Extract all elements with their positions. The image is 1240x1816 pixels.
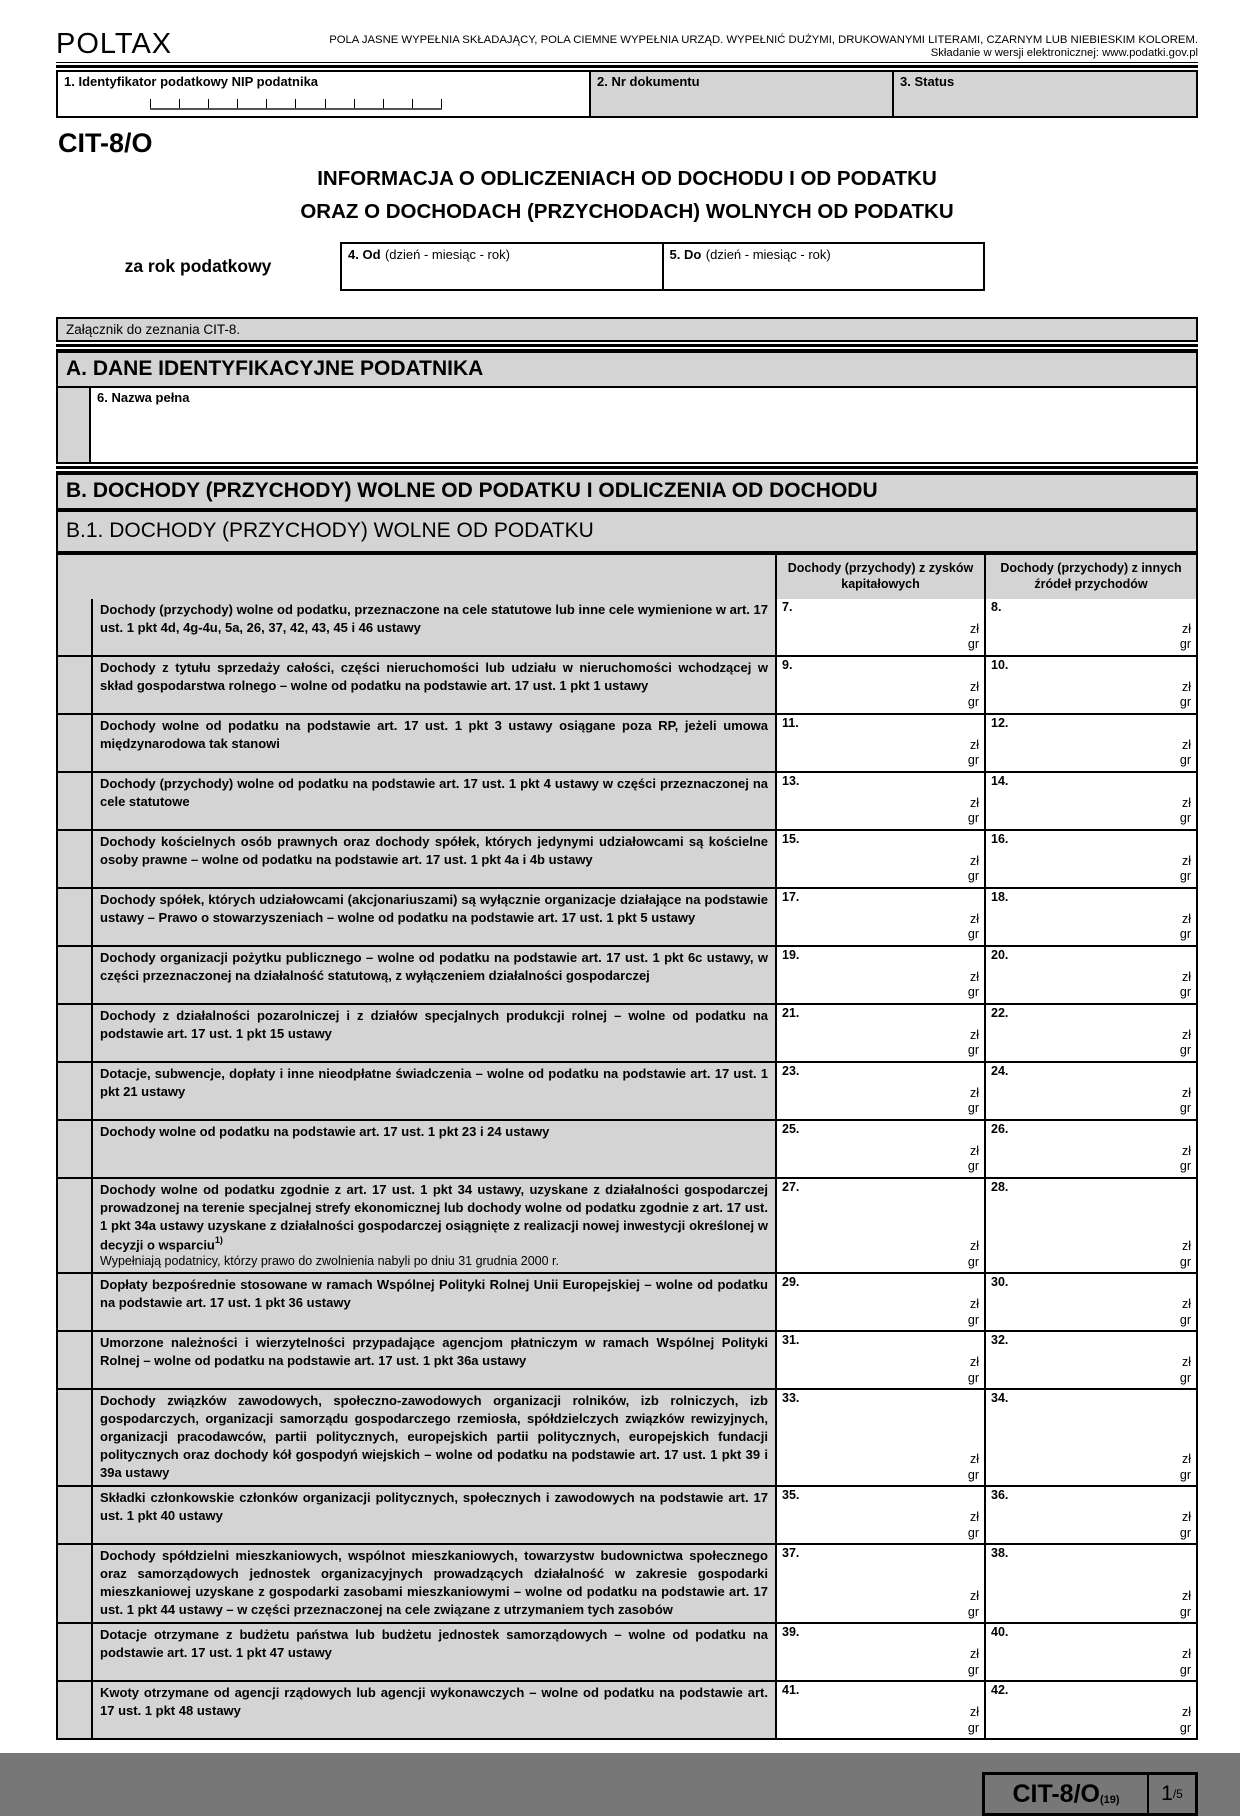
date-from-hint: (dzień - miesiąc - rok) — [384, 247, 510, 262]
gr-label: gr — [967, 1662, 979, 1677]
gr-label: gr — [1179, 1604, 1191, 1619]
zl-label: zł — [1181, 969, 1191, 984]
gr-label: gr — [1179, 637, 1191, 652]
field-number: 13. — [782, 774, 800, 788]
row-description-text: Dotacje, subwencje, dopłaty i inne nieodpłatne świadczenia – wolne od podatku na podstawie art. 17 ust. 1 pkt 21 ustawy — [100, 1066, 768, 1099]
gr-label: gr — [967, 637, 979, 652]
row-note: Wypełniają podatnicy, którzy prawo do zwolnienia nabyli po dniu 31 grudnia 2000 r. — [100, 1254, 559, 1269]
section-side-strip — [58, 599, 91, 655]
row-description — [91, 1179, 775, 1272]
field-number: 27. — [782, 1180, 800, 1194]
row-description — [91, 773, 775, 829]
gr-label: gr — [1179, 753, 1191, 768]
table-row — [58, 945, 1196, 1003]
section-side-strip — [58, 773, 91, 829]
field-number: 17. — [782, 890, 800, 904]
section-side-strip — [58, 388, 91, 462]
zl-label: zł — [1181, 679, 1191, 694]
poltax-logo: POLTAX — [56, 28, 173, 60]
amount-other-sources-cell[interactable] — [984, 947, 1196, 1003]
zl-label: zł — [969, 621, 979, 636]
row-description — [91, 889, 775, 945]
field-number: 37. — [782, 1546, 800, 1561]
zl-label: zł — [969, 1705, 979, 1720]
full-name-label: 6. Nazwa pełna — [97, 390, 190, 405]
zl-label: zł — [1181, 795, 1191, 810]
amount-capital-gains-cell[interactable] — [775, 1332, 984, 1388]
amount-capital-gains-cell[interactable] — [775, 657, 984, 713]
filling-instructions-line1: POLA JASNE WYPEŁNIA SKŁADAJĄCY, POLA CIEMNE WYPEŁNIA URZĄD. WYPEŁNIĆ DUŻYMI, DRUKOWANYMI LITERAMI, CZARNYM LUB NIEBIESKIM KOLOREM. — [329, 34, 1198, 46]
table-row — [58, 1119, 1196, 1177]
zl-label: zł — [969, 679, 979, 694]
amount-other-sources-cell[interactable] — [984, 1487, 1196, 1543]
amount-capital-gains-cell[interactable] — [775, 1274, 984, 1330]
amount-capital-gains-cell[interactable] — [775, 1624, 984, 1680]
zl-label: zł — [1181, 911, 1191, 926]
date-from-label: 4. Od — [348, 247, 381, 262]
zl-label: zł — [969, 1027, 979, 1042]
gr-label: gr — [1179, 1662, 1191, 1677]
form-title-line1: INFORMACJA O ODLICZENIACH OD DOCHODU I OD PODATKU — [317, 167, 937, 190]
amount-capital-gains-cell[interactable] — [775, 773, 984, 829]
gr-label: gr — [1179, 695, 1191, 710]
section-side-strip — [58, 1624, 91, 1680]
row-description-text: Umorzone należności i wierzytelności przypadające agencjom płatniczym w ramach Wspólnej Polityki Rolnej – wolne od podatku na podstawie art. 17 ust. 1 pkt 36a ustawy — [100, 1335, 768, 1369]
section-side-strip — [58, 1063, 91, 1119]
full-name-field[interactable] — [91, 388, 1196, 462]
zl-label: zł — [969, 969, 979, 984]
field-number: 18. — [991, 890, 1009, 904]
amount-capital-gains-cell[interactable] — [775, 1121, 984, 1177]
gr-label: gr — [967, 1043, 979, 1058]
gr-label: gr — [1179, 1101, 1191, 1116]
nip-comb-input[interactable] — [150, 100, 442, 110]
section-side-strip — [58, 1332, 91, 1388]
section-side-strip — [58, 831, 91, 887]
status-label: 3. Status — [900, 74, 955, 89]
zl-label: zł — [1181, 1510, 1191, 1525]
double-rule — [56, 65, 1198, 72]
filling-instructions — [329, 34, 1198, 59]
row-description-text: Dochody wolne od podatku na podstawie art. 17 ust. 1 pkt 3 ustawy osiągane poza RP, jeżeli umowa międzynarodowa tak stanowi — [100, 718, 768, 751]
row-description — [91, 1121, 775, 1177]
field-number: 22. — [991, 1006, 1009, 1020]
field-number: 14. — [991, 774, 1009, 788]
amount-other-sources-cell[interactable] — [984, 1624, 1196, 1680]
gr-label: gr — [1179, 927, 1191, 942]
amount-other-sources-cell[interactable] — [984, 1179, 1196, 1272]
amount-other-sources-cell[interactable] — [984, 1545, 1196, 1622]
zl-label: zł — [1181, 1027, 1191, 1042]
row-description — [91, 831, 775, 887]
table-row — [58, 829, 1196, 887]
field-number: 7. — [782, 600, 793, 614]
footer-page-indicator — [1149, 1775, 1195, 1813]
gr-label: gr — [967, 1159, 979, 1174]
document-number-label: 2. Nr dokumentu — [597, 74, 700, 89]
zl-label: zł — [969, 795, 979, 810]
b1-header-spacer — [91, 555, 775, 599]
gr-label: gr — [967, 695, 979, 710]
amount-capital-gains-cell[interactable] — [775, 1005, 984, 1061]
zl-label: zł — [969, 911, 979, 926]
zl-label: zł — [969, 1239, 979, 1254]
row-description — [91, 715, 775, 771]
section-side-strip — [58, 947, 91, 1003]
gr-label: gr — [967, 1604, 979, 1619]
amount-other-sources-cell[interactable] — [984, 1332, 1196, 1388]
gr-label: gr — [1179, 1720, 1191, 1735]
table-row — [58, 599, 1196, 655]
row-description — [91, 1332, 775, 1388]
zl-label: zł — [969, 1589, 979, 1604]
field-number: 26. — [991, 1122, 1009, 1136]
amount-capital-gains-cell[interactable] — [775, 599, 984, 655]
zl-label: zł — [1181, 1452, 1191, 1467]
amount-capital-gains-cell[interactable] — [775, 1682, 984, 1738]
page-footer — [56, 1772, 1198, 1816]
field-number: 8. — [991, 600, 1002, 614]
section-side-strip — [58, 1005, 91, 1061]
table-row — [58, 1680, 1196, 1738]
field-number: 28. — [991, 1180, 1009, 1194]
field-number: 31. — [782, 1333, 800, 1348]
gr-label: gr — [1179, 1159, 1191, 1174]
amount-capital-gains-cell[interactable] — [775, 1063, 984, 1119]
amount-capital-gains-cell[interactable] — [775, 1545, 984, 1622]
row-footnote-marker: 1) — [214, 1235, 223, 1245]
gr-label: gr — [1179, 1043, 1191, 1058]
amount-other-sources-cell[interactable] — [984, 599, 1196, 655]
section-a-body — [56, 388, 1198, 464]
gr-label: gr — [1179, 1467, 1191, 1482]
gr-label: gr — [967, 1525, 979, 1540]
zl-label: zł — [1181, 853, 1191, 868]
zl-label: zł — [969, 853, 979, 868]
gr-label: gr — [1179, 1254, 1191, 1269]
zl-label: zł — [1181, 1589, 1191, 1604]
gr-label: gr — [1179, 985, 1191, 1000]
section-b1-header: B.1. DOCHODY (PRZYCHODY) WOLNE OD PODATKU — [56, 510, 1198, 553]
amount-other-sources-cell[interactable] — [984, 657, 1196, 713]
gr-label: gr — [967, 927, 979, 942]
row-description — [91, 1682, 775, 1738]
section-side-strip — [58, 1545, 91, 1622]
table-row — [58, 1485, 1196, 1543]
field-number: 24. — [991, 1064, 1009, 1078]
zl-label: zł — [1181, 737, 1191, 752]
footer-form-version: (19) — [1099, 1794, 1120, 1807]
zl-label: zł — [1181, 1647, 1191, 1662]
amount-capital-gains-cell[interactable] — [775, 1179, 984, 1272]
row-description-text: Dopłaty bezpośrednie stosowane w ramach Wspólnej Polityki Rolnej Unii Europejskiej – wolne od podatku na podstawie art. 17 ust. 1 pkt 36 ustawy — [100, 1277, 768, 1311]
footer-page-total: /5 — [1172, 1787, 1183, 1802]
tax-year-box — [340, 242, 985, 291]
gr-label: gr — [967, 1467, 979, 1482]
efiling-note: Składanie w wersji elektronicznej: www.podatki.gov.pl — [930, 47, 1198, 59]
table-row — [58, 1543, 1196, 1622]
field-number: 15. — [782, 832, 800, 846]
zl-label: zł — [1181, 1355, 1191, 1370]
field-number: 42. — [991, 1683, 1009, 1698]
tax-year-row — [56, 242, 1198, 291]
zl-label: zł — [969, 1452, 979, 1467]
nip-field-label: 1. Identyfikator podatkowy NIP podatnika — [64, 74, 319, 89]
zl-label: zł — [1181, 621, 1191, 636]
table-row — [58, 713, 1196, 771]
section-side-strip — [58, 1487, 91, 1543]
table-row — [58, 1061, 1196, 1119]
footer-form-box — [982, 1772, 1198, 1816]
zl-label: zł — [969, 1647, 979, 1662]
gr-label: gr — [967, 869, 979, 884]
section-side-strip — [58, 1121, 91, 1177]
table-row — [58, 771, 1196, 829]
table-row — [58, 655, 1196, 713]
section-side-strip — [58, 1179, 91, 1272]
row-description-text: Dochody spółdzielni mieszkaniowych, wspólnot mieszkaniowych, towarzystw budownictwa społecznego oraz samorządowych jednostek organizacyjnych prowadzących działalność w zakresie gospodarki mieszkaniowej uzyskane z gospodarki zasobami mieszkaniowymi – wolne od podatku na podstawie art. 17 ust. 1 pkt 44 ustawy – w części przeznaczonej na cele związane z utrzymaniem tych zasobów — [100, 1548, 768, 1618]
table-row — [58, 1003, 1196, 1061]
amount-other-sources-cell[interactable] — [984, 1682, 1196, 1738]
gr-label: gr — [967, 1370, 979, 1385]
row-description-text: Dochody z działalności pozarolniczej i z działów specjalnych produkcji rolnej – wolne od podatku na podstawie art. 17 ust. 1 pkt 15 ustawy — [100, 1008, 768, 1041]
row-description-text: Dochody z tytułu sprzedaży całości, części nieruchomości lub udziału w nieruchomości wchodzącej w skład gospodarstwa rolnego – wolne od podatku na podstawie art. 17 ust. 1 pkt 1 ustawy — [100, 660, 768, 693]
col-capital-gains-header: Dochody (przychody) z zysków kapitałowych — [775, 555, 984, 599]
zl-label: zł — [969, 1085, 979, 1100]
section-side-strip — [58, 555, 91, 599]
section-a-header: A. DANE IDENTYFIKACYJNE PODATNIKA — [56, 351, 1198, 388]
section-side-strip — [58, 1390, 91, 1485]
attachment-note-bar: Załącznik do zeznania CIT-8. — [56, 317, 1198, 342]
table-row — [58, 1272, 1196, 1330]
masthead — [56, 30, 1198, 63]
amount-other-sources-cell[interactable] — [984, 715, 1196, 771]
tax-year-label: za rok podatkowy — [124, 256, 272, 276]
zl-label: zł — [969, 1297, 979, 1312]
field-number: 9. — [782, 658, 793, 672]
field-number: 20. — [991, 948, 1009, 962]
field-number: 36. — [991, 1488, 1009, 1503]
gr-label: gr — [1179, 1370, 1191, 1385]
double-rule — [56, 466, 1198, 473]
row-description-text: Dochody związków zawodowych, społeczno-zawodowych organizacji rolników, izb rolniczych, izb gospodarczych, organizacji samorządu gospodarczego rzemiosła, spółdzielczych związków rewizyjnych, organizacji pracodawców, partii politycznych, europejskich partii politycznych, europejskich fundacji politycznych oraz dochody kół gospodyń wiejskich – wolne od podatku na podstawie art. 17 ust. 1 pkt 39 i 39a ustawy — [100, 1393, 768, 1481]
gr-label: gr — [1179, 811, 1191, 826]
row-description — [91, 599, 775, 655]
field-number: 19. — [782, 948, 800, 962]
zl-label: zł — [1181, 1143, 1191, 1158]
zl-label: zł — [969, 737, 979, 752]
table-row — [58, 1177, 1196, 1272]
row-description — [91, 1274, 775, 1330]
row-description-text: Dochody wolne od podatku na podstawie art. 17 ust. 1 pkt 23 i 24 ustawy — [100, 1124, 550, 1139]
field-number: 39. — [782, 1625, 800, 1640]
field-number: 29. — [782, 1275, 800, 1290]
amount-capital-gains-cell[interactable] — [775, 1390, 984, 1485]
field-number: 38. — [991, 1546, 1009, 1561]
amount-capital-gains-cell[interactable] — [775, 1487, 984, 1543]
date-to-hint: (dzień - miesiąc - rok) — [705, 247, 831, 262]
row-description-text: Dochody organizacji pożytku publicznego – wolne od podatku na podstawie art. 17 ust. 1 pkt 6c ustawy, w części przeznaczonej na działalność statutową, z wyłączeniem działalności gospodarczej — [100, 950, 768, 983]
field-number: 21. — [782, 1006, 800, 1020]
amount-other-sources-cell[interactable] — [984, 1063, 1196, 1119]
zl-label: zł — [1181, 1297, 1191, 1312]
field-number: 33. — [782, 1391, 800, 1406]
amount-other-sources-cell[interactable] — [984, 1390, 1196, 1485]
table-row — [58, 887, 1196, 945]
gr-label: gr — [967, 753, 979, 768]
b1-table — [56, 553, 1198, 1740]
field-number: 23. — [782, 1064, 800, 1078]
row-description — [91, 1390, 775, 1485]
zl-label: zł — [969, 1510, 979, 1525]
gr-label: gr — [967, 1254, 979, 1269]
amount-other-sources-cell[interactable] — [984, 831, 1196, 887]
document-number-cell — [589, 72, 892, 116]
zl-label: zł — [969, 1143, 979, 1158]
row-description — [91, 947, 775, 1003]
row-description — [91, 657, 775, 713]
field-number: 16. — [991, 832, 1009, 846]
gr-label: gr — [1179, 869, 1191, 884]
row-description — [91, 1063, 775, 1119]
amount-capital-gains-cell[interactable] — [775, 947, 984, 1003]
section-side-strip — [58, 889, 91, 945]
footer-page-number: 1 — [1161, 1782, 1173, 1806]
gr-label: gr — [1179, 1525, 1191, 1540]
double-rule — [56, 344, 1198, 351]
status-cell — [892, 72, 1196, 116]
row-description-text: Dochody (przychody) wolne od podatku na podstawie art. 17 ust. 1 pkt 4 ustawy w części przeznaczonej na cele statutowe — [100, 776, 768, 809]
field-number: 40. — [991, 1625, 1009, 1640]
gr-label: gr — [967, 985, 979, 1000]
form-code-title: CIT-8/O — [58, 128, 153, 158]
gr-label: gr — [1179, 1312, 1191, 1327]
amount-capital-gains-cell[interactable] — [775, 715, 984, 771]
amount-other-sources-cell[interactable] — [984, 1005, 1196, 1061]
row-description — [91, 1624, 775, 1680]
row-description — [91, 1545, 775, 1622]
field-number: 11. — [782, 716, 799, 730]
footer-form-code — [985, 1775, 1149, 1813]
row-description — [91, 1005, 775, 1061]
gr-label: gr — [967, 1720, 979, 1735]
field-number: 32. — [991, 1333, 1009, 1348]
row-description-text: Dochody (przychody) wolne od podatku, przeznaczone na cele statutowe lub inne cele wymienione w art. 17 ust. 1 pkt 4d, 4g-4u, 5a, 26, 37, 42, 43, 45 i 46 ustawy — [100, 602, 768, 635]
row-description-text: Składki członkowskie członków organizacji politycznych, społecznych i zawodowych na podstawie art. 17 ust. 1 pkt 40 ustawy — [100, 1490, 768, 1524]
amount-other-sources-cell[interactable] — [984, 889, 1196, 945]
gr-label: gr — [967, 1312, 979, 1327]
table-row — [58, 1622, 1196, 1680]
section-side-strip — [58, 1682, 91, 1738]
field-number: 34. — [991, 1391, 1009, 1406]
field-number: 12. — [991, 716, 1009, 730]
amount-capital-gains-cell[interactable] — [775, 889, 984, 945]
table-row — [58, 1330, 1196, 1388]
amount-capital-gains-cell[interactable] — [775, 831, 984, 887]
amount-other-sources-cell[interactable] — [984, 773, 1196, 829]
section-side-strip — [58, 715, 91, 771]
col-other-sources-header: Dochody (przychody) z innych źródeł przychodów — [984, 555, 1196, 599]
zl-label: zł — [1181, 1239, 1191, 1254]
section-side-strip — [58, 1274, 91, 1330]
id-fields-row — [56, 72, 1198, 118]
zl-label: zł — [969, 1355, 979, 1370]
zl-label: zł — [1181, 1705, 1191, 1720]
field-number: 35. — [782, 1488, 800, 1503]
row-description-text: Dotacje otrzymane z budżetu państwa lub budżetu jednostek samorządowych – wolne od podatku na podstawie art. 17 ust. 1 pkt 47 ustawy — [100, 1627, 768, 1661]
gr-label: gr — [967, 811, 979, 826]
date-to-field[interactable] — [662, 244, 984, 289]
field-number: 30. — [991, 1275, 1009, 1290]
field-number: 25. — [782, 1122, 800, 1136]
footer-form-code-text: CIT-8/O — [1012, 1779, 1100, 1808]
b1-table-header-row — [58, 555, 1196, 599]
table-row — [58, 1388, 1196, 1485]
b1-table-rows — [58, 599, 1196, 1738]
nip-field-cell[interactable] — [58, 72, 589, 116]
row-description-text: Dochody wolne od podatku zgodnie z art. 17 ust. 1 pkt 34 ustawy, uzyskane z działalności gospodarczej prowadzonej na terenie specjalnej strefy ekonomicznej lub dochody wolne od podatku zgodnie z art. 17 ust. 1 pkt 34a ustawy uzyskane z działalności gospodarczej osiągnięte z realizacji nowej inwestycji określonej w decyzji o wsparciu — [100, 1182, 768, 1253]
field-number: 41. — [782, 1683, 800, 1698]
row-description-text: Kwoty otrzymane od agencji rządowych lub agencji wykonawczych – wolne od podatku na podstawie art. 17 ust. 1 pkt 48 ustawy — [100, 1685, 768, 1719]
gr-label: gr — [967, 1101, 979, 1116]
section-side-strip — [58, 657, 91, 713]
row-description-text: Dochody kościelnych osób prawnych oraz dochody spółek, których jedynymi udziałowcami są kościelne osoby prawne – wolne od podatku na podstawie art. 17 ust. 1 pkt 4a i 4b ustawy — [100, 834, 768, 867]
date-from-field[interactable] — [342, 244, 662, 289]
section-b-header: B. DOCHODY (PRZYCHODY) WOLNE OD PODATKU I ODLICZENIA OD DOCHODU — [56, 473, 1198, 510]
date-to-label: 5. Do — [669, 247, 702, 262]
field-number: 10. — [991, 658, 1009, 672]
amount-other-sources-cell[interactable] — [984, 1274, 1196, 1330]
row-description — [91, 1487, 775, 1543]
zl-label: zł — [1181, 1085, 1191, 1100]
row-description-text: Dochody spółek, których udziałowcami (akcjonariuszami) są wyłącznie organizacje działające na podstawie ustawy – Prawo o stowarzyszeniach – wolne od podatku na podstawie art. 17 ust. 1 pkt 5 ustawy — [100, 892, 768, 925]
form-title-line2: ORAZ O DOCHODACH (PRZYCHODACH) WOLNYCH OD PODATKU — [300, 200, 954, 223]
amount-other-sources-cell[interactable] — [984, 1121, 1196, 1177]
